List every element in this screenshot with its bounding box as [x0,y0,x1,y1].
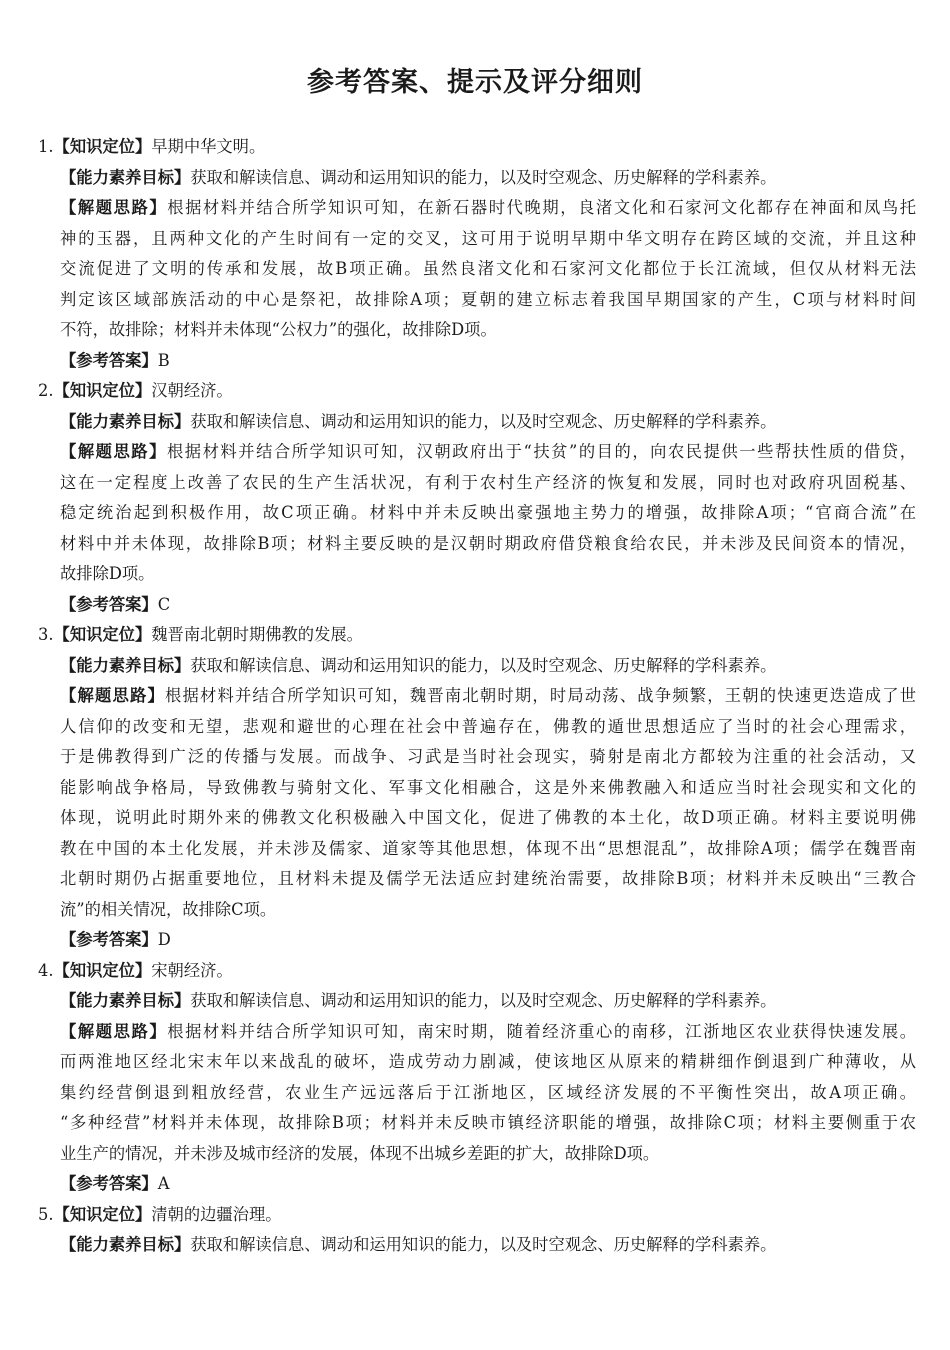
question-block [38,1200,916,1261]
question-block [38,956,916,1200]
ability-text: 获取和解读信息、调动和运用知识的能力，以及时空观念、历史解释的学科素养。 [190,411,777,431]
analysis-line: 判定该区域部族活动的中心是祭祀，故排除A项；夏朝的建立标志着我国早期国家的产生，C项与材料时间 [60,289,916,309]
ability-text: 获取和解读信息、调动和运用知识的能力，以及时空观念、历史解释的学科素养。 [190,167,777,187]
analysis-line [38,437,916,468]
analysis-line: 不符，故排除；材料并未体现“公权力”的强化，故排除D项。 [60,320,497,339]
analysis-line [38,1017,916,1048]
knowledge-text: 汉朝经济。 [151,381,233,400]
analysis-label: 【解题思路】 [60,198,168,217]
answer-content [38,132,916,1261]
analysis-line: 故排除D项。 [60,564,155,583]
knowledge-line [38,956,916,987]
ability-label: 【能力素养目标】 [60,167,191,187]
knowledge-line [38,1200,916,1231]
knowledge-line [38,132,916,163]
ability-line [38,163,916,194]
ability-line [38,1230,916,1261]
answer-label: 【参考答案】 [60,350,158,370]
answer-value: A [157,1174,170,1193]
answer-line [38,1169,916,1200]
ability-line [38,651,916,682]
knowledge-text: 魏晋南北朝时期佛教的发展。 [151,625,363,644]
analysis-line: 而两淮地区经北宋末年以来战乱的破坏，造成劳动力剧减，使该地区从原来的精耕细作倒退到广种薄收，从 [60,1052,916,1071]
analysis-label: 【解题思路】 [60,686,165,705]
analysis-line: 人信仰的改变和无望，悲观和避世的心理在社会中普遍存在，佛教的遁世思想适应了当时的社会心理需求， [60,716,916,736]
ability-line [38,986,916,1017]
ability-text: 获取和解读信息、调动和运用知识的能力，以及时空观念、历史解释的学科素养。 [190,655,777,675]
answer-label: 【参考答案】 [60,1174,158,1193]
analysis-line [38,193,916,224]
knowledge-text: 清朝的边疆治理。 [151,1204,282,1224]
answer-value: C [157,594,171,614]
page-title: 参考答案、提示及评分细则 [307,67,643,98]
analysis-line: 这在一定程度上改善了农民的生产生活状况，有利于农村生产经济的恢复和发展，同时也对政府巩固税基、 [60,472,916,492]
ability-label: 【能力素养目标】 [60,991,191,1010]
question-number: 5. [38,1204,54,1224]
analysis-text: 根据材料并结合所学知识可知，南宋时期，随着经济重心的南移，江浙地区农业获得快速发展。 [167,1021,916,1041]
analysis-line [38,681,916,712]
analysis-line: 流”的相关情况，故排除C项。 [60,899,277,919]
answer-line [38,346,916,377]
analysis-line: 神的玉器，且两种文化的产生时间有一定的交叉，这可用于说明早期中华文明存在跨区域的交流，并且这种 [60,228,916,248]
analysis-line: 北朝时期仍占据重要地位，且材料未提及儒学无法适应封建统治需要，故排除B项；材料并未反映出“三教合 [60,869,916,888]
ability-text: 获取和解读信息、调动和运用知识的能力，以及时空观念、历史解释的学科素养。 [190,991,777,1010]
ability-label: 【能力素养目标】 [60,1235,191,1254]
knowledge-label: 【知识定位】 [53,1204,152,1224]
analysis-line: 能影响战争格局，导致佛教与骑射文化、军事文化相融合，这是外来佛教融入和适应当时社会现实和文化的 [60,777,916,797]
analysis-text: 根据材料并结合所学知识可知，在新石器时代晚期，良渚文化和石家河文化都存在神面和凤鸟托 [167,198,916,217]
analysis-line: 于是佛教得到广泛的传播与发展。而战争、习武是当时社会现实，骑射是南北方都较为注重的社会活动，又 [60,747,916,766]
analysis-line: 材料中并未体现，故排除B项；材料主要反映的是汉朝时期政府借贷粮食给农民，并未涉及民间资本的情况， [60,533,916,553]
answer-line [38,590,916,621]
ability-label: 【能力素养目标】 [60,411,191,431]
analysis-line: 业生产的情况，并未涉及城市经济的发展，体现不出城乡差距的扩大，故排除D项。 [60,1143,660,1163]
analysis-text: 根据材料并结合所学知识可知，魏晋南北朝时期，时局动荡、战争频繁，王朝的快速更迭造成了世 [164,686,916,705]
analysis-line: 稳定统治起到积极作用，故C项正确。材料中并未反映出豪强地主势力的增强，故排除A项；“官商合流”在 [60,503,916,522]
analysis-line: “多种经营”材料并未体现，故排除B项；材料并未反映市镇经济职能的增强，故排除C项；材料主要侧重于农 [60,1113,916,1132]
answer-label: 【参考答案】 [60,594,158,614]
answer-line [38,925,916,956]
knowledge-line [38,376,916,407]
knowledge-text: 宋朝经济。 [151,960,233,980]
analysis-line: 教在中国的本土化发展，并未涉及儒家、道家等其他思想，体现不出“思想混乱”，故排除A项；儒学在魏晋南 [60,838,916,858]
knowledge-label: 【知识定位】 [53,381,152,400]
knowledge-label: 【知识定位】 [53,137,152,156]
question-block [38,376,916,620]
analysis-line: 体现，说明此时期外来的佛教文化积极融入中国文化，促进了佛教的本土化，故D项正确。材料主要说明佛 [60,808,916,827]
answer-label: 【参考答案】 [60,930,158,949]
knowledge-line [38,620,916,651]
ability-line [38,407,916,438]
knowledge-text: 早期中华文明。 [151,137,266,156]
knowledge-label: 【知识定位】 [53,960,152,980]
question-number: 3. [38,625,54,644]
question-number: 1. [38,137,54,156]
analysis-line: 交流促进了文明的传承和发展，故B项正确。虽然良渚文化和石家河文化都位于长江流域，但仅从材料无法 [60,259,916,278]
question-number: 4. [38,960,54,980]
ability-text: 获取和解读信息、调动和运用知识的能力，以及时空观念、历史解释的学科素养。 [190,1235,777,1254]
question-number: 2. [38,381,54,400]
question-block [38,620,916,956]
answer-value: D [157,930,171,949]
analysis-label: 【解题思路】 [60,442,167,461]
ability-label: 【能力素养目标】 [60,655,191,675]
analysis-text: 根据材料并结合所学知识可知，汉朝政府出于“扶贫”的目的，向农民提供一些帮扶性质的借贷， [166,442,916,461]
knowledge-label: 【知识定位】 [53,625,152,644]
question-block [38,132,916,376]
answer-value: B [157,350,170,370]
analysis-line: 集约经营倒退到粗放经营，农业生产远远落后于江浙地区，区域经济发展的不平衡性突出，故A项正确。 [60,1082,916,1102]
analysis-label: 【解题思路】 [60,1021,168,1041]
